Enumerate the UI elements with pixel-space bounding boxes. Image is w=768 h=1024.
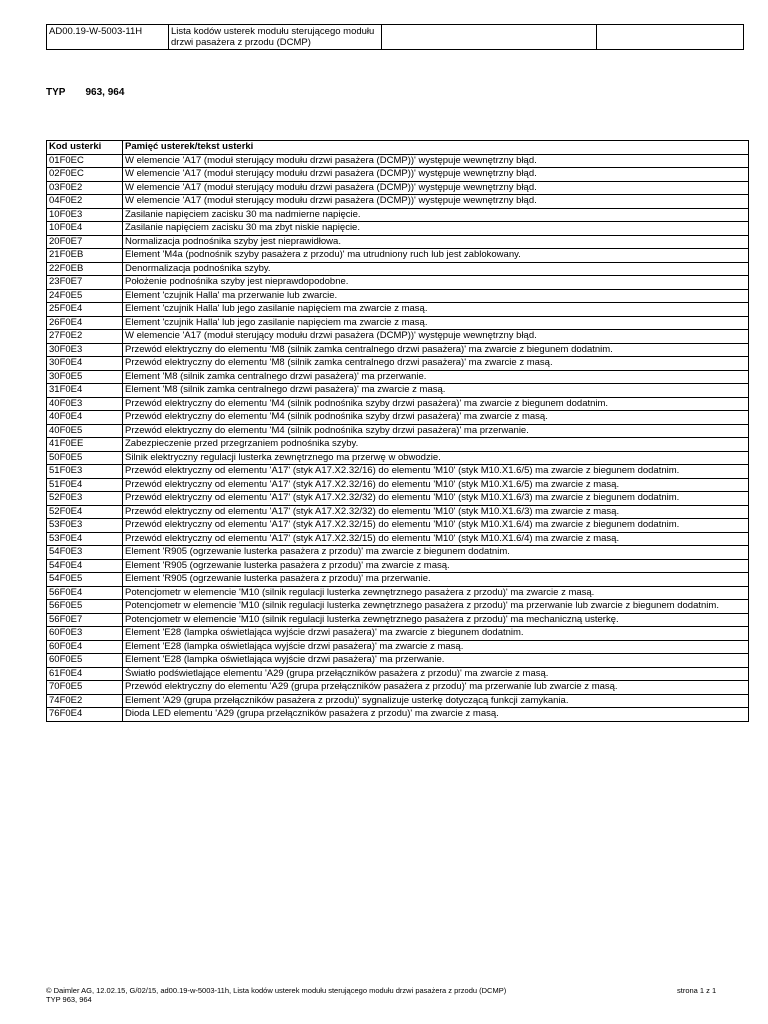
fault-description: Element 'M4a (podnośnik szyby pasażera z przodu)' ma utrudniony ruch lub jest zablokowany. xyxy=(123,249,749,263)
fault-code: 52F0E3 xyxy=(47,492,123,506)
fault-code: 70F0E5 xyxy=(47,681,123,695)
fault-code: 40F0E3 xyxy=(47,397,123,411)
table-row xyxy=(47,303,749,317)
fault-description: Silnik elektryczny regulacji lusterka zewnętrznego ma przerwę w obwodzie. xyxy=(123,451,749,465)
table-header-row xyxy=(47,141,749,155)
fault-description: Przewód elektryczny od elementu 'A17' (styk A17.X2.32/32) do elementu 'M10' (styk M10.X1.6/3) ma zwarcie z biegunem dodatnim. xyxy=(123,492,749,506)
table-row xyxy=(47,573,749,587)
column-header-code: Kod usterki xyxy=(47,141,123,155)
table-row xyxy=(47,519,749,533)
table-row xyxy=(47,168,749,182)
fault-description: Element 'czujnik Halla' lub jego zasilanie napięciem ma zwarcie z masą. xyxy=(123,303,749,317)
fault-code: 51F0E4 xyxy=(47,478,123,492)
fault-code: 01F0EC xyxy=(47,154,123,168)
table-row xyxy=(47,397,749,411)
fault-code: 53F0E4 xyxy=(47,532,123,546)
table-row xyxy=(47,235,749,249)
table-row xyxy=(47,451,749,465)
fault-description: Zasilanie napięciem zacisku 30 ma nadmierne napięcie. xyxy=(123,208,749,222)
table-row xyxy=(47,357,749,371)
fault-code: 27F0E2 xyxy=(47,330,123,344)
fault-description: Element 'R905 (ogrzewanie lusterka pasażera z przodu)' ma zwarcie z biegunem dodatnim. xyxy=(123,546,749,560)
fault-description: Element 'czujnik Halla' lub jego zasilanie napięciem ma zwarcie z masą. xyxy=(123,316,749,330)
table-row xyxy=(47,613,749,627)
fault-code: 41F0EE xyxy=(47,438,123,452)
fault-code: 76F0E4 xyxy=(47,708,123,722)
table-row xyxy=(47,532,749,546)
table-row xyxy=(47,640,749,654)
fault-description: Przewód elektryczny do elementu 'M8 (silnik zamka centralnego drzwi pasażera)' ma zwarcie z biegunem dodatnim. xyxy=(123,343,749,357)
fault-code: 61F0E4 xyxy=(47,667,123,681)
footer xyxy=(46,986,606,1004)
header-table xyxy=(46,24,744,50)
footer-copyright: © Daimler AG, 12.02.15, G/02/15, ad00.19-w-5003-11h, Lista kodów usterek modułu sterującego modułu drzwi pasażera z przodu (DCMP) xyxy=(46,986,507,995)
table-row xyxy=(47,384,749,398)
fault-code: 20F0E7 xyxy=(47,235,123,249)
table-row xyxy=(47,195,749,209)
fault-description: Element 'E28 (lampka oświetlająca wyjście drzwi pasażera)' ma zwarcie z masą. xyxy=(123,640,749,654)
fault-description: Przewód elektryczny do elementu 'M4 (silnik podnośnika szyby drzwi pasażera)' ma przerwanie. xyxy=(123,424,749,438)
table-row xyxy=(47,411,749,425)
table-row xyxy=(47,222,749,236)
table-row xyxy=(47,559,749,573)
table-row xyxy=(47,505,749,519)
fault-description: Element 'M8 (silnik zamka centralnego drzwi pasażera)' ma zwarcie z masą. xyxy=(123,384,749,398)
table-row xyxy=(47,492,749,506)
table-row xyxy=(47,249,749,263)
fault-description: Potencjometr w elemencie 'M10 (silnik regulacji lusterka zewnętrznego pasażera z przodu)' ma mechaniczną usterkę. xyxy=(123,613,749,627)
fault-description: Przewód elektryczny do elementu 'M4 (silnik podnośnika szyby drzwi pasażera)' ma zwarcie z masą. xyxy=(123,411,749,425)
fault-code: 40F0E5 xyxy=(47,424,123,438)
table-row xyxy=(47,586,749,600)
table-row xyxy=(47,316,749,330)
fault-code: 10F0E3 xyxy=(47,208,123,222)
document-id: AD00.19-W-5003-11H xyxy=(47,25,169,50)
table-row xyxy=(47,276,749,290)
page-number: strona 1 z 1 xyxy=(677,986,717,995)
fault-code: 03F0E2 xyxy=(47,181,123,195)
fault-code: 21F0EB xyxy=(47,249,123,263)
fault-code: 54F0E4 xyxy=(47,559,123,573)
fault-code: 04F0E2 xyxy=(47,195,123,209)
fault-code: 56F0E4 xyxy=(47,586,123,600)
table-row xyxy=(47,181,749,195)
fault-code: 30F0E5 xyxy=(47,370,123,384)
table-row xyxy=(47,654,749,668)
table-row xyxy=(47,465,749,479)
fault-code: 74F0E2 xyxy=(47,694,123,708)
table-row xyxy=(47,289,749,303)
fault-code: 60F0E5 xyxy=(47,654,123,668)
table-row xyxy=(47,370,749,384)
fault-description: Zabezpieczenie przed przegrzaniem podnośnika szyby. xyxy=(123,438,749,452)
fault-description: Zasilanie napięciem zacisku 30 ma zbyt niskie napięcie. xyxy=(123,222,749,236)
fault-code: 60F0E3 xyxy=(47,627,123,641)
fault-code: 23F0E7 xyxy=(47,276,123,290)
fault-description: Światło podświetlające elementu 'A29 (grupa przełączników pasażera z przodu)' ma zwarcie z masą. xyxy=(123,667,749,681)
fault-description: Potencjometr w elemencie 'M10 (silnik regulacji lusterka zewnętrznego pasażera z przodu)' ma zwarcie z masą. xyxy=(123,586,749,600)
fault-description: Element 'E28 (lampka oświetlająca wyjście drzwi pasażera)' ma zwarcie z biegunem dodatnim. xyxy=(123,627,749,641)
fault-description: Przewód elektryczny do elementu 'A29 (grupa przełączników pasażera z przodu)' ma przerwanie lub zwarcie z masą. xyxy=(123,681,749,695)
fault-description: Dioda LED elementu 'A29 (grupa przełączników pasażera z przodu)' ma zwarcie z masą. xyxy=(123,708,749,722)
fault-description: Potencjometr w elemencie 'M10 (silnik regulacji lusterka zewnętrznego pasażera z przodu)' ma przerwanie lub zwarcie z biegunem dodatnim. xyxy=(123,600,749,614)
fault-code: 53F0E3 xyxy=(47,519,123,533)
fault-description: Element 'M8 (silnik zamka centralnego drzwi pasażera)' ma przerwanie. xyxy=(123,370,749,384)
model-type-label: TYP xyxy=(46,87,66,98)
column-header-text: Pamięć usterek/tekst usterki xyxy=(123,141,749,155)
header-empty-cell xyxy=(382,25,597,50)
document-title: Lista kodów usterek modułu sterującego modułu drzwi pasażera z przodu (DCMP) xyxy=(169,25,382,50)
fault-code: 30F0E4 xyxy=(47,357,123,371)
fault-code: 60F0E4 xyxy=(47,640,123,654)
fault-code: 56F0E7 xyxy=(47,613,123,627)
table-row xyxy=(47,546,749,560)
table-row xyxy=(47,694,749,708)
table-row xyxy=(47,343,749,357)
fault-code: 25F0E4 xyxy=(47,303,123,317)
header-row xyxy=(47,25,744,50)
fault-code: 31F0E4 xyxy=(47,384,123,398)
table-row xyxy=(47,600,749,614)
table-row xyxy=(47,262,749,276)
table-row xyxy=(47,208,749,222)
table-row xyxy=(47,708,749,722)
table-row xyxy=(47,438,749,452)
table-row xyxy=(47,154,749,168)
fault-description: Element 'R905 (ogrzewanie lusterka pasażera z przodu)' ma przerwanie. xyxy=(123,573,749,587)
fault-description: Przewód elektryczny do elementu 'M8 (silnik zamka centralnego drzwi pasażera)' ma zwarcie z masą. xyxy=(123,357,749,371)
footer-model: TYP 963, 964 xyxy=(46,995,92,1004)
fault-description: Element 'R905 (ogrzewanie lusterka pasażera z przodu)' ma zwarcie z masą. xyxy=(123,559,749,573)
fault-description: Element 'A29 (grupa przełączników pasażera z przodu)' sygnalizuje usterkę dotyczącą funkcji zamykania. xyxy=(123,694,749,708)
fault-code: 22F0EB xyxy=(47,262,123,276)
fault-code: 30F0E3 xyxy=(47,343,123,357)
fault-code: 54F0E3 xyxy=(47,546,123,560)
table-row xyxy=(47,424,749,438)
fault-description: W elemencie 'A17 (moduł sterujący modułu drzwi pasażera (DCMP))' występuje wewnętrzny błąd. xyxy=(123,330,749,344)
fault-description: Przewód elektryczny od elementu 'A17' (styk A17.X2.32/16) do elementu 'M10' (styk M10.X1.6/5) ma zwarcie z biegunem dodatnim. xyxy=(123,465,749,479)
fault-codes-table xyxy=(46,140,749,722)
fault-description: Przewód elektryczny do elementu 'M4 (silnik podnośnika szyby drzwi pasażera)' ma zwarcie z biegunem dodatnim. xyxy=(123,397,749,411)
table-row xyxy=(47,478,749,492)
fault-code: 24F0E5 xyxy=(47,289,123,303)
header-empty-cell xyxy=(597,25,744,50)
fault-code: 51F0E3 xyxy=(47,465,123,479)
fault-description: W elemencie 'A17 (moduł sterujący modułu drzwi pasażera (DCMP))' występuje wewnętrzny błąd. xyxy=(123,154,749,168)
model-type xyxy=(46,87,124,98)
fault-description: W elemencie 'A17 (moduł sterujący modułu drzwi pasażera (DCMP))' występuje wewnętrzny błąd. xyxy=(123,195,749,209)
table-body xyxy=(47,154,749,721)
fault-description: Denormalizacja podnośnika szyby. xyxy=(123,262,749,276)
fault-description: Przewód elektryczny od elementu 'A17' (styk A17.X2.32/32) do elementu 'M10' (styk M10.X1.6/3) ma zwarcie z masą. xyxy=(123,505,749,519)
fault-description: W elemencie 'A17 (moduł sterujący modułu drzwi pasażera (DCMP))' występuje wewnętrzny błąd. xyxy=(123,181,749,195)
fault-description: Element 'E28 (lampka oświetlająca wyjście drzwi pasażera)' ma przerwanie. xyxy=(123,654,749,668)
fault-description: Przewód elektryczny od elementu 'A17' (styk A17.X2.32/15) do elementu 'M10' (styk M10.X1.6/4) ma zwarcie z masą. xyxy=(123,532,749,546)
fault-code: 02F0EC xyxy=(47,168,123,182)
fault-description: Element 'czujnik Halla' ma przerwanie lub zwarcie. xyxy=(123,289,749,303)
table-row xyxy=(47,667,749,681)
fault-code: 40F0E4 xyxy=(47,411,123,425)
fault-code: 50F0E5 xyxy=(47,451,123,465)
fault-code: 26F0E4 xyxy=(47,316,123,330)
model-type-value: 963, 964 xyxy=(85,87,125,98)
fault-description: Przewód elektryczny od elementu 'A17' (styk A17.X2.32/15) do elementu 'M10' (styk M10.X1.6/4) ma zwarcie z biegunem dodatnim. xyxy=(123,519,749,533)
table-row xyxy=(47,330,749,344)
table-row xyxy=(47,681,749,695)
fault-code: 54F0E5 xyxy=(47,573,123,587)
fault-description: W elemencie 'A17 (moduł sterujący modułu drzwi pasażera (DCMP))' występuje wewnętrzny błąd. xyxy=(123,168,749,182)
fault-code: 52F0E4 xyxy=(47,505,123,519)
fault-description: Położenie podnośnika szyby jest nieprawdopodobne. xyxy=(123,276,749,290)
fault-description: Normalizacja podnośnika szyby jest nieprawidłowa. xyxy=(123,235,749,249)
fault-code: 10F0E4 xyxy=(47,222,123,236)
fault-description: Przewód elektryczny od elementu 'A17' (styk A17.X2.32/16) do elementu 'M10' (styk M10.X1.6/5) ma zwarcie z masą. xyxy=(123,478,749,492)
table-row xyxy=(47,627,749,641)
fault-code: 56F0E5 xyxy=(47,600,123,614)
